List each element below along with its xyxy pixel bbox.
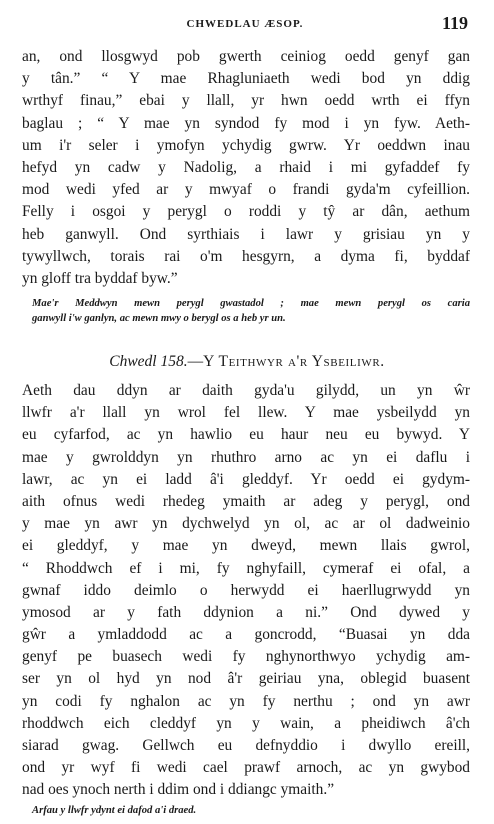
text-line: heb ganwyll. Ond syrthiais i lawr y grisiau yn y (22, 225, 470, 243)
running-title: CHWEDLAU ÆSOP. (186, 18, 304, 30)
text-line: “ Rhoddwch ef i mi, fy nghyfaill, cymeraf ei ofal, a (22, 559, 470, 577)
text-line: ganwyll i'w ganlyn, ac mewn mwy o berygl os a heb yr un. (32, 313, 286, 324)
text-line: aith ofnus wedi rhedeg ymaith ar adeg y perygl, ond (22, 492, 470, 510)
fable-158-moral (32, 803, 470, 818)
text-line: mae y gwrolddyn yn rhuthro arno ac yn ei daflu i (22, 448, 470, 466)
text-line: hefyd yn cadw y Nadolig, a rhaid i mi gyfaddef fy (22, 158, 470, 176)
text-line: y tân.” “ Y mae Rhagluniaeth wedi bod yn ddig (22, 70, 470, 88)
text-line: siarad gwag. Gellwch eu defnyddio i dwyllo ereill, (22, 737, 470, 754)
running-head (22, 12, 468, 36)
text-line: llwfr a'r llall yn wrol fel llew. Y mae ysbeilydd yn (22, 404, 470, 422)
fable-157-moral (32, 296, 470, 326)
text-line: an, ond llosgwyd pob gwerth ceiniog oedd genyf gan (22, 48, 470, 65)
fable-158-heading (0, 353, 494, 371)
text-line: ond yr wyf fi wedi cael prawf arnoch, ac yn gwybod (22, 759, 470, 777)
fable-158-body (22, 380, 470, 802)
text-line: gŵr a ymladdodd ac a goncrodd, “Buasai yn dda (22, 626, 470, 644)
text-line: ser yn ol hyd yn nod â'r geiriau yna, oblegid buasent (22, 670, 470, 688)
text-line: Mae'r Meddwyn mewn perygl gwastadol ; mae mewn perygl os caria (32, 298, 470, 309)
text-line: mod wedi yfed ar y mwyaf o frandi gyda'm cyfeillion. (22, 181, 470, 199)
text-line: lawr, ac yn ei ladd â'i gleddyf. Yr oedd ei gydym- (22, 470, 470, 488)
text-line: eu cyfarfod, ac yn hawlio eu haur neu eu bywyd. Y (22, 426, 470, 444)
text-line: genyf pe buasech wedi fy nghynorthwyo ychydig am- (22, 648, 470, 666)
page-number: 119 (441, 13, 468, 33)
text-line: tywyllwch, torais rai o'm hesgyrn, a dyma fi, byddaf (22, 247, 470, 265)
text-line: y mae yn awr yn dychwelyd yn ol, ac ar ol dadweinio (22, 515, 470, 533)
text-line: baglau ; “ Y mae yn syndod fy mod i yn fyw. Aeth- (22, 114, 470, 132)
text-line: ei gleddyf, y mae yn dweyd, mewn llais gwrol, (22, 537, 470, 555)
text-line: nad oes ynoch nerth i ddim ond i ddiangc ymaith.” (22, 781, 335, 799)
text-line: Felly i osgoi y perygl o roddi y tŷ ar dân, aethum (22, 203, 470, 221)
text-line: Aeth dau ddyn ar daith gyda'u gilydd, un yn ŵr (22, 382, 470, 399)
fable-158-dash: — (187, 353, 204, 370)
text-line: rhoddwch eich cleddyf yn y wain, a pheidiwch â'ch (22, 714, 470, 732)
text-line: Arfau y llwfr ydynt ei dafod a'i draed. (32, 805, 197, 816)
text-line: wrthyf finau,” ebai y llall, yr hwn oedd wrth ei ffyn (22, 92, 470, 110)
fable-158-number: Chwedl 158. (109, 353, 188, 370)
text-line: ymosod ar y fath ddynion a ni.” Ond dywed y (22, 603, 470, 621)
fable-157-conclusion (22, 46, 470, 290)
text-line: gwnaf iddo deimlo o herwydd ei haerllugrwydd yn (22, 581, 470, 599)
text-line: yn codi fy nghalon ac yn fy nerthu ; ond yn awr (22, 692, 470, 710)
fable-158-title: Y Teithwyr a'r Ysbeiliwr. (203, 353, 385, 370)
text-line: um i'r seler i ymofyn ychydig gwrw. Yr oeddwn inau (22, 136, 470, 154)
text-line: yn gloff tra byddaf byw.” (22, 269, 178, 287)
